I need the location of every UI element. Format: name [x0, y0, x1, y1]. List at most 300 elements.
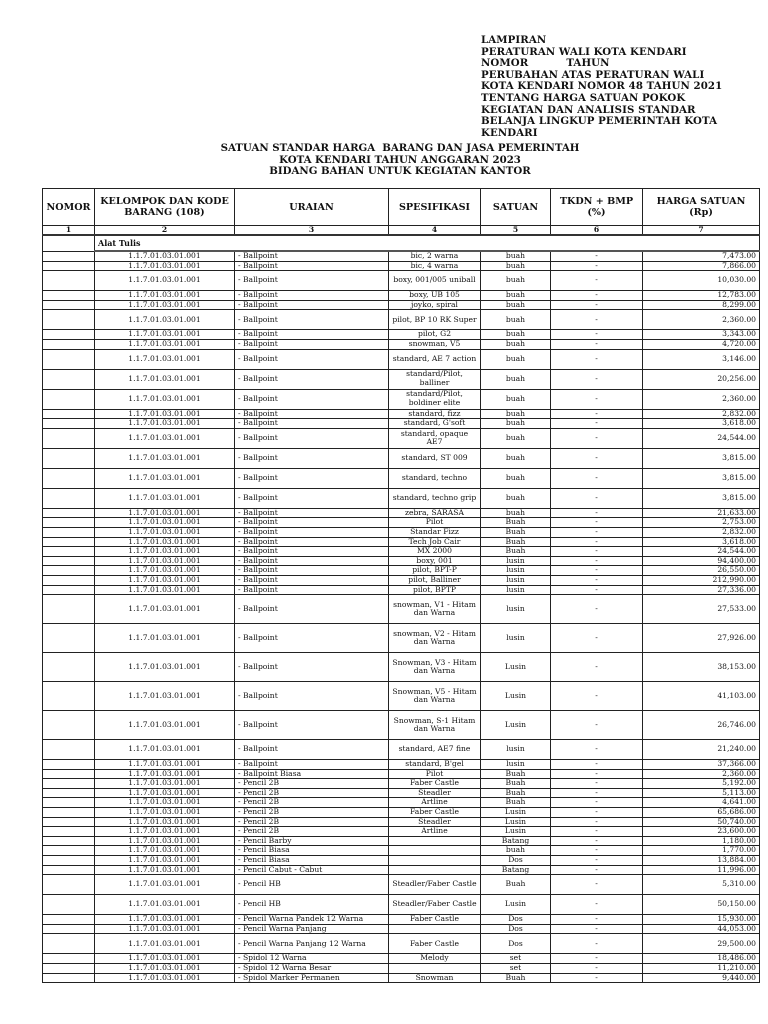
- spesifikasi-cell: Artline: [389, 798, 481, 808]
- uraian-cell: - Pencil HB: [235, 875, 389, 895]
- nomor-cell: [43, 349, 95, 369]
- spesifikasi-cell: Standar Fizz: [389, 527, 481, 537]
- nomor-cell: [43, 537, 95, 547]
- tkdn-cell: -: [551, 389, 643, 409]
- satuan-cell: Buah: [481, 547, 551, 557]
- tkdn-cell: -: [551, 817, 643, 827]
- uraian-cell: - Pencil 2B: [235, 779, 389, 789]
- kode-cell: 1.1.7.01.03.01.001: [95, 310, 235, 330]
- uraian-cell: - Ballpoint: [235, 349, 389, 369]
- harga-cell: 41,103.00: [643, 682, 760, 711]
- harga-cell: 3,618.00: [643, 419, 760, 429]
- uraian-cell: - Ballpoint: [235, 369, 389, 389]
- table-row: [43, 711, 760, 740]
- nomor-cell: [43, 915, 95, 925]
- spesifikasi-cell: Faber Castle: [389, 808, 481, 818]
- lampiran-line: TENTANG HARGA SATUAN POKOK: [481, 91, 686, 104]
- kode-cell: 1.1.7.01.03.01.001: [95, 653, 235, 682]
- harga-cell: 26,746.00: [643, 711, 760, 740]
- satuan-cell: buah: [481, 369, 551, 389]
- tkdn-cell: -: [551, 624, 643, 653]
- kode-cell: 1.1.7.01.03.01.001: [95, 537, 235, 547]
- satuan-cell: lusin: [481, 760, 551, 770]
- uraian-cell: - Ballpoint: [235, 409, 389, 419]
- uraian-cell: - Ballpoint Biasa: [235, 769, 389, 779]
- satuan-cell: lusin: [481, 595, 551, 624]
- kode-cell: 1.1.7.01.03.01.001: [95, 740, 235, 760]
- table-row: [43, 349, 760, 369]
- kode-cell: 1.1.7.01.03.01.001: [95, 817, 235, 827]
- kode-cell: 1.1.7.01.03.01.001: [95, 595, 235, 624]
- table-row: [43, 547, 760, 557]
- harga-cell: 2,360.00: [643, 310, 760, 330]
- satuan-cell: Buah: [481, 769, 551, 779]
- uraian-cell: - Ballpoint: [235, 448, 389, 468]
- tkdn-cell: -: [551, 251, 643, 261]
- col-num: 2: [95, 226, 235, 236]
- spesifikasi-cell: Faber Castle: [389, 934, 481, 954]
- nomor-cell: [43, 760, 95, 770]
- spesifikasi-cell: standard/Pilot, boldiner elite: [389, 389, 481, 409]
- spesifikasi-cell: bic, 4 warna: [389, 261, 481, 271]
- uraian-cell: - Ballpoint: [235, 518, 389, 528]
- tkdn-cell: -: [551, 653, 643, 682]
- uraian-cell: - Ballpoint: [235, 291, 389, 301]
- tkdn-cell: -: [551, 760, 643, 770]
- harga-cell: 27,336.00: [643, 585, 760, 595]
- uraian-cell: - Pencil 2B: [235, 808, 389, 818]
- satuan-cell: Buah: [481, 527, 551, 537]
- nomor-cell: [43, 419, 95, 429]
- tkdn-cell: -: [551, 448, 643, 468]
- satuan-cell: lusin: [481, 740, 551, 760]
- spesifikasi-cell: Melody: [389, 954, 481, 964]
- kode-cell: 1.1.7.01.03.01.001: [95, 827, 235, 837]
- col-num: 1: [43, 226, 95, 236]
- header-harga: HARGA SATUAN (Rp): [643, 189, 760, 226]
- header-tkdn: TKDN + BMP (%): [551, 189, 643, 226]
- tkdn-cell: -: [551, 924, 643, 934]
- tkdn-cell: -: [551, 808, 643, 818]
- table-row: [43, 300, 760, 310]
- satuan-cell: buah: [481, 339, 551, 349]
- spesifikasi-cell: [389, 924, 481, 934]
- spesifikasi-cell: bic, 2 warna: [389, 251, 481, 261]
- spesifikasi-cell: pilot, BP 10 RK Super: [389, 310, 481, 330]
- satuan-cell: buah: [481, 251, 551, 261]
- kode-cell: 1.1.7.01.03.01.001: [95, 339, 235, 349]
- nomor-cell: [43, 711, 95, 740]
- tkdn-cell: -: [551, 291, 643, 301]
- satuan-cell: buah: [481, 330, 551, 340]
- title-line-1: SATUAN STANDAR HARGA BARANG DAN JASA PEMERINTAH: [220, 142, 580, 154]
- nomor-cell: [43, 251, 95, 261]
- harga-cell: 1,180.00: [643, 836, 760, 846]
- header-satuan: SATUAN: [481, 189, 551, 226]
- uraian-cell: - Ballpoint: [235, 527, 389, 537]
- spesifikasi-cell: Snowman, V5 - Hitam dan Warna: [389, 682, 481, 711]
- harga-cell: 2,832.00: [643, 409, 760, 419]
- table-row: [43, 595, 760, 624]
- table-row: [43, 895, 760, 915]
- spesifikasi-cell: standard, techno: [389, 468, 481, 488]
- satuan-cell: lusin: [481, 624, 551, 653]
- nomor-cell: [43, 924, 95, 934]
- table-row: [43, 653, 760, 682]
- spesifikasi-cell: pilot, Balliner: [389, 575, 481, 585]
- nomor-cell: [43, 428, 95, 448]
- lampiran-line: LAMPIRAN: [481, 34, 547, 46]
- tkdn-cell: -: [551, 788, 643, 798]
- spesifikasi-cell: standard, G'soft: [389, 419, 481, 429]
- nomor-cell: [43, 556, 95, 566]
- nomor-cell: [43, 575, 95, 585]
- harga-cell: 2,753.00: [643, 518, 760, 528]
- satuan-cell: buah: [481, 389, 551, 409]
- harga-cell: 2,832.00: [643, 527, 760, 537]
- harga-cell: 29,500.00: [643, 934, 760, 954]
- uraian-cell: - Ballpoint: [235, 653, 389, 682]
- spesifikasi-cell: MX 2000: [389, 547, 481, 557]
- column-number-row: [43, 226, 760, 236]
- tkdn-cell: -: [551, 310, 643, 330]
- tkdn-cell: -: [551, 827, 643, 837]
- tkdn-cell: -: [551, 261, 643, 271]
- kode-cell: 1.1.7.01.03.01.001: [95, 624, 235, 653]
- harga-cell: 20,256.00: [643, 369, 760, 389]
- table-row: [43, 575, 760, 585]
- satuan-cell: buah: [481, 310, 551, 330]
- satuan-cell: lusin: [481, 575, 551, 585]
- spesifikasi-cell: standard, B'gel: [389, 760, 481, 770]
- harga-cell: 8,299.00: [643, 300, 760, 310]
- harga-cell: 21,240.00: [643, 740, 760, 760]
- uraian-cell: - Pencil Warna Pandek 12 Warna: [235, 915, 389, 925]
- nomor-cell: [43, 827, 95, 837]
- kode-cell: 1.1.7.01.03.01.001: [95, 788, 235, 798]
- harga-cell: 3,618.00: [643, 537, 760, 547]
- uraian-cell: - Pencil Barby: [235, 836, 389, 846]
- uraian-cell: - Pencil 2B: [235, 798, 389, 808]
- table-row: [43, 369, 760, 389]
- spesifikasi-cell: pilot, G2: [389, 330, 481, 340]
- satuan-cell: buah: [481, 468, 551, 488]
- kode-cell: 1.1.7.01.03.01.001: [95, 769, 235, 779]
- tkdn-cell: -: [551, 836, 643, 846]
- uraian-cell: - Pencil 2B: [235, 817, 389, 827]
- table-row: [43, 924, 760, 934]
- spesifikasi-cell: Steadler/Faber Castle: [389, 875, 481, 895]
- tkdn-cell: -: [551, 798, 643, 808]
- nomor-cell: [43, 865, 95, 875]
- uraian-cell: - Ballpoint: [235, 760, 389, 770]
- spesifikasi-cell: Steadler/Faber Castle: [389, 895, 481, 915]
- kode-cell: 1.1.7.01.03.01.001: [95, 291, 235, 301]
- tkdn-cell: -: [551, 518, 643, 528]
- tkdn-cell: -: [551, 468, 643, 488]
- lampiran-line: PERATURAN WALI KOTA KENDARI: [481, 45, 687, 58]
- nomor-cell: [43, 300, 95, 310]
- tkdn-cell: -: [551, 769, 643, 779]
- satuan-cell: Buah: [481, 788, 551, 798]
- uraian-cell: - Ballpoint: [235, 310, 389, 330]
- kode-cell: 1.1.7.01.03.01.001: [95, 836, 235, 846]
- harga-cell: 50,150.00: [643, 895, 760, 915]
- uraian-cell: - Spidol 12 Warna: [235, 954, 389, 964]
- harga-cell: 23,600.00: [643, 827, 760, 837]
- spesifikasi-cell: [389, 846, 481, 856]
- satuan-cell: Dos: [481, 924, 551, 934]
- kode-cell: 1.1.7.01.03.01.001: [95, 846, 235, 856]
- col-num: 3: [235, 226, 389, 236]
- table-row: [43, 339, 760, 349]
- uraian-cell: - Pencil Cabut - Cabut: [235, 865, 389, 875]
- col-num: 6: [551, 226, 643, 236]
- group-row: [43, 235, 760, 251]
- harga-cell: 3,146.00: [643, 349, 760, 369]
- spesifikasi-cell: Pilot: [389, 518, 481, 528]
- tkdn-cell: -: [551, 527, 643, 537]
- kode-cell: 1.1.7.01.03.01.001: [95, 330, 235, 340]
- tkdn-cell: -: [551, 711, 643, 740]
- spesifikasi-cell: [389, 836, 481, 846]
- uraian-cell: - Spidol 12 Warna Besar: [235, 964, 389, 974]
- satuan-cell: buah: [481, 428, 551, 448]
- spesifikasi-cell: [389, 964, 481, 974]
- kode-cell: 1.1.7.01.03.01.001: [95, 518, 235, 528]
- title-line-3: BIDANG BAHAN UNTUK KEGIATAN KANTOR: [269, 165, 531, 178]
- nomor-cell: [43, 330, 95, 340]
- harga-cell: 18,486.00: [643, 954, 760, 964]
- tkdn-cell: -: [551, 973, 643, 983]
- satuan-cell: Dos: [481, 856, 551, 866]
- harga-cell: 3,815.00: [643, 468, 760, 488]
- spesifikasi-cell: snowman, V2 - Hitam dan Warna: [389, 624, 481, 653]
- spesifikasi-cell: [389, 865, 481, 875]
- tkdn-cell: -: [551, 846, 643, 856]
- header-nomor: NOMOR: [43, 189, 95, 226]
- price-standard-table: [42, 188, 760, 983]
- kode-cell: 1.1.7.01.03.01.001: [95, 468, 235, 488]
- satuan-cell: Buah: [481, 779, 551, 789]
- tkdn-cell: -: [551, 369, 643, 389]
- table-row: [43, 310, 760, 330]
- lampiran-line: KOTA KENDARI NOMOR 48 TAHUN 2021: [481, 80, 723, 93]
- harga-cell: 2,360.00: [643, 769, 760, 779]
- uraian-cell: - Ballpoint: [235, 271, 389, 291]
- kode-cell: 1.1.7.01.03.01.001: [95, 428, 235, 448]
- spesifikasi-cell: snowman, V5: [389, 339, 481, 349]
- satuan-cell: Buah: [481, 537, 551, 547]
- nomor-cell: [43, 261, 95, 271]
- uraian-cell: - Ballpoint: [235, 251, 389, 261]
- nomor-cell: [43, 369, 95, 389]
- lampiran-line: BELANJA LINGKUP PEMERINTAH KOTA: [481, 115, 718, 128]
- satuan-cell: buah: [481, 271, 551, 291]
- table-row: [43, 808, 760, 818]
- kode-cell: 1.1.7.01.03.01.001: [95, 448, 235, 468]
- uraian-cell: - Ballpoint: [235, 711, 389, 740]
- nomor-cell: [43, 740, 95, 760]
- header-row: [43, 189, 760, 226]
- uraian-cell: - Pencil Warna Panjang: [235, 924, 389, 934]
- harga-cell: 44,053.00: [643, 924, 760, 934]
- nomor-cell: [43, 409, 95, 419]
- nomor-cell: [43, 875, 95, 895]
- document-title: [40, 143, 760, 178]
- kode-cell: 1.1.7.01.03.01.001: [95, 915, 235, 925]
- table-row: [43, 488, 760, 508]
- nomor-cell: [43, 964, 95, 974]
- satuan-cell: buah: [481, 291, 551, 301]
- tkdn-cell: -: [551, 934, 643, 954]
- harga-cell: 9,440.00: [643, 973, 760, 983]
- tkdn-cell: -: [551, 547, 643, 557]
- spesifikasi-cell: standard, fizz: [389, 409, 481, 419]
- uraian-cell: - Ballpoint: [235, 428, 389, 448]
- spesifikasi-cell: standard, ST 009: [389, 448, 481, 468]
- col-num: 5: [481, 226, 551, 236]
- spesifikasi-cell: standard, opaque AE7: [389, 428, 481, 448]
- lampiran-line: PERUBAHAN ATAS PERATURAN WALI: [481, 68, 705, 81]
- tkdn-cell: -: [551, 964, 643, 974]
- table-row: [43, 566, 760, 576]
- table-row: [43, 779, 760, 789]
- tkdn-cell: -: [551, 954, 643, 964]
- harga-cell: 15,930.00: [643, 915, 760, 925]
- satuan-cell: buah: [481, 261, 551, 271]
- tkdn-cell: -: [551, 300, 643, 310]
- satuan-cell: Lusin: [481, 711, 551, 740]
- satuan-cell: lusin: [481, 556, 551, 566]
- uraian-cell: - Pencil Warna Panjang 12 Warna: [235, 934, 389, 954]
- tkdn-cell: -: [551, 271, 643, 291]
- harga-cell: 4,641.00: [643, 798, 760, 808]
- satuan-cell: buah: [481, 508, 551, 518]
- spesifikasi-cell: pilot, BPTP: [389, 585, 481, 595]
- harga-cell: 21,633.00: [643, 508, 760, 518]
- harga-cell: 37,366.00: [643, 760, 760, 770]
- kode-cell: 1.1.7.01.03.01.001: [95, 349, 235, 369]
- uraian-cell: - Ballpoint: [235, 330, 389, 340]
- harga-cell: 12,783.00: [643, 291, 760, 301]
- nomor-cell: [43, 389, 95, 409]
- uraian-cell: - Ballpoint: [235, 468, 389, 488]
- kode-cell: 1.1.7.01.03.01.001: [95, 875, 235, 895]
- tkdn-cell: -: [551, 419, 643, 429]
- satuan-cell: buah: [481, 488, 551, 508]
- spesifikasi-cell: boxy, 001/005 uniball: [389, 271, 481, 291]
- spesifikasi-cell: standard/Pilot, balliner: [389, 369, 481, 389]
- harga-cell: 11,996.00: [643, 865, 760, 875]
- kode-cell: 1.1.7.01.03.01.001: [95, 300, 235, 310]
- spesifikasi-cell: standard, AE 7 action: [389, 349, 481, 369]
- uraian-cell: - Pencil Biasa: [235, 856, 389, 866]
- harga-cell: 1,770.00: [643, 846, 760, 856]
- tkdn-cell: -: [551, 915, 643, 925]
- kode-cell: 1.1.7.01.03.01.001: [95, 798, 235, 808]
- nomor-cell: [43, 488, 95, 508]
- satuan-cell: buah: [481, 349, 551, 369]
- harga-cell: 24,544.00: [643, 428, 760, 448]
- kode-cell: 1.1.7.01.03.01.001: [95, 856, 235, 866]
- harga-cell: 3,815.00: [643, 488, 760, 508]
- satuan-cell: Batang: [481, 865, 551, 875]
- tkdn-cell: -: [551, 856, 643, 866]
- nomor-cell: [43, 836, 95, 846]
- tkdn-cell: -: [551, 585, 643, 595]
- kode-cell: 1.1.7.01.03.01.001: [95, 760, 235, 770]
- col-num: 4: [389, 226, 481, 236]
- tkdn-cell: -: [551, 865, 643, 875]
- spesifikasi-cell: Faber Castle: [389, 915, 481, 925]
- nomor-cell: [43, 624, 95, 653]
- harga-cell: 24,544.00: [643, 547, 760, 557]
- kode-cell: 1.1.7.01.03.01.001: [95, 389, 235, 409]
- harga-cell: 3,815.00: [643, 448, 760, 468]
- table-row: [43, 419, 760, 429]
- harga-cell: 7,866.00: [643, 261, 760, 271]
- kode-cell: 1.1.7.01.03.01.001: [95, 488, 235, 508]
- nomor-cell: [43, 310, 95, 330]
- spesifikasi-cell: standard, AE7 fine: [389, 740, 481, 760]
- kode-cell: 1.1.7.01.03.01.001: [95, 419, 235, 429]
- uraian-cell: - Ballpoint: [235, 595, 389, 624]
- harga-cell: 38,153.00: [643, 653, 760, 682]
- col-num: 7: [643, 226, 760, 236]
- uraian-cell: - Ballpoint: [235, 261, 389, 271]
- spesifikasi-cell: snowman, V1 - Hitam dan Warna: [389, 595, 481, 624]
- kode-cell: 1.1.7.01.03.01.001: [95, 895, 235, 915]
- satuan-cell: buah: [481, 419, 551, 429]
- kode-cell: 1.1.7.01.03.01.001: [95, 808, 235, 818]
- nomor-cell: [43, 527, 95, 537]
- kode-cell: 1.1.7.01.03.01.001: [95, 954, 235, 964]
- satuan-cell: Buah: [481, 875, 551, 895]
- satuan-cell: Lusin: [481, 895, 551, 915]
- uraian-cell: - Ballpoint: [235, 339, 389, 349]
- harga-cell: 27,533.00: [643, 595, 760, 624]
- table-row: [43, 865, 760, 875]
- table-row: [43, 527, 760, 537]
- kode-cell: 1.1.7.01.03.01.001: [95, 964, 235, 974]
- nomor-cell: [43, 798, 95, 808]
- uraian-cell: - Pencil 2B: [235, 788, 389, 798]
- satuan-cell: set: [481, 964, 551, 974]
- harga-cell: 13,884.00: [643, 856, 760, 866]
- nomor-cell: [43, 934, 95, 954]
- table-row: [43, 875, 760, 895]
- kode-cell: 1.1.7.01.03.01.001: [95, 556, 235, 566]
- tkdn-cell: -: [551, 488, 643, 508]
- kode-cell: 1.1.7.01.03.01.001: [95, 369, 235, 389]
- uraian-cell: - Ballpoint: [235, 556, 389, 566]
- spesifikasi-cell: zebra, SARASA: [389, 508, 481, 518]
- table-row: [43, 251, 760, 261]
- table-row: [43, 915, 760, 925]
- nomor-cell: [43, 468, 95, 488]
- spesifikasi-cell: pilot, BPT-P: [389, 566, 481, 576]
- table-row: [43, 261, 760, 271]
- tkdn-cell: -: [551, 556, 643, 566]
- nomor-cell: [43, 547, 95, 557]
- spesifikasi-cell: Artline: [389, 827, 481, 837]
- harga-cell: 5,310.00: [643, 875, 760, 895]
- table-row: [43, 682, 760, 711]
- spesifikasi-cell: boxy, 001: [389, 556, 481, 566]
- nomor-cell: [43, 291, 95, 301]
- kode-cell: 1.1.7.01.03.01.001: [95, 934, 235, 954]
